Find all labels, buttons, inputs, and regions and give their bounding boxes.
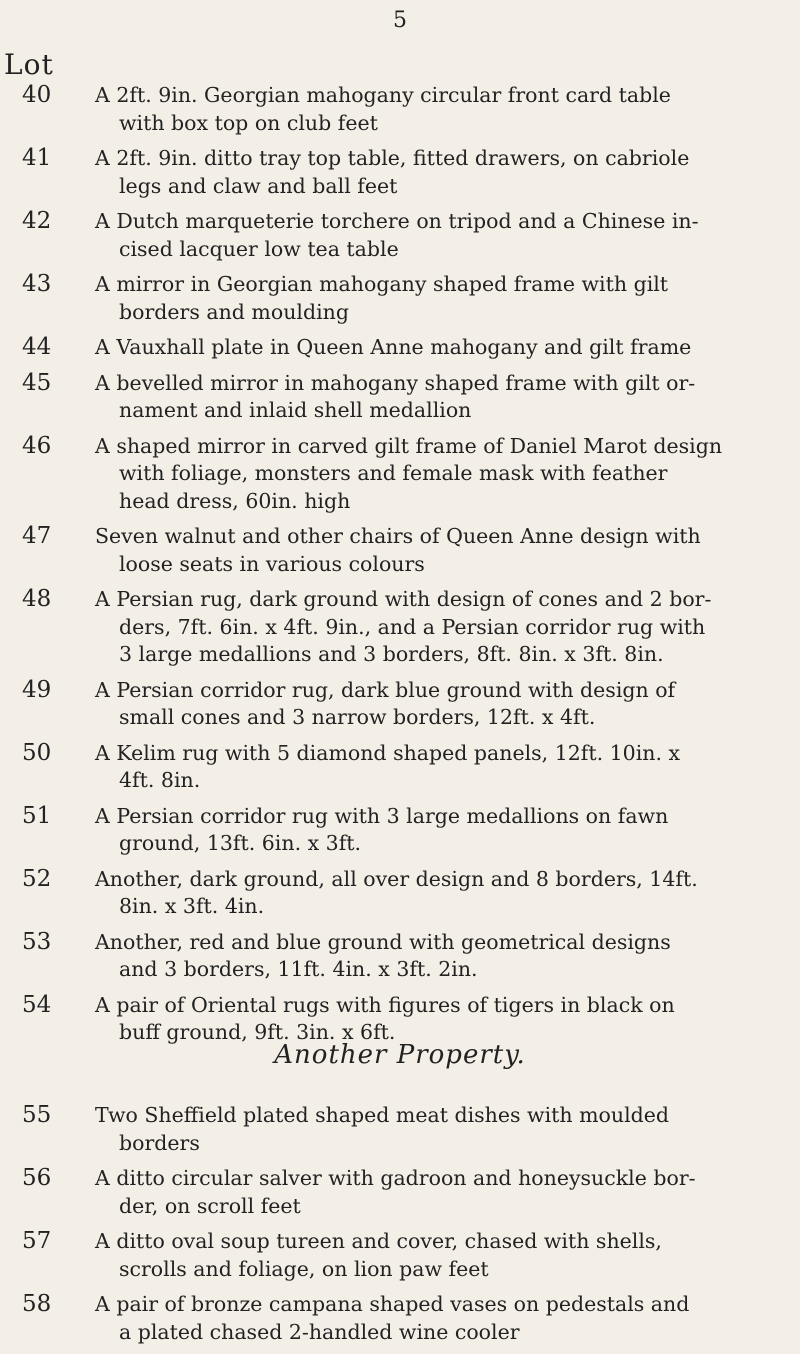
lot-description-line: with box top on club feet [119,110,378,135]
lot-description [95,866,760,921]
lot-description [95,370,760,425]
lot-entry [0,803,800,858]
lot-entry [0,1165,800,1220]
lot-description-line: 3 large medallions and 3 borders, 8ft. 8in. x 3ft. 8in. [119,642,664,666]
lot-description-line: A shaped mirror in carved gilt frame of Daniel Marot design [95,433,723,458]
lot-description-line: A Kelim rug with 5 diamond shaped panels, 12ft. 10in. x [95,740,681,765]
lot-description [95,1165,760,1220]
lot-description [95,82,760,137]
lot-entry [0,992,800,1047]
lot-description [95,992,760,1047]
lot-list [0,82,800,1055]
lot-description [95,334,760,362]
lot-description-line: borders [119,1130,200,1155]
lot-number: 55 [22,1102,52,1128]
lot-entry [0,1228,800,1283]
lot-description-line: Another, dark ground, all over design and 8 borders, 14ft. [95,866,698,891]
lot-column-header: Lot [4,48,54,81]
lot-number: 45 [22,369,52,396]
lot-description-line: A pair of Oriental rugs with figures of tigers in black on [95,992,675,1017]
lot-entry [0,677,800,732]
lot-entry [0,1102,800,1157]
lot-number: 44 [22,334,52,360]
lot-entry [0,433,800,516]
section-title: Another Property. [274,1040,526,1070]
lot-number: 53 [22,928,52,955]
lot-description [95,1291,760,1346]
lot-entry [0,523,800,578]
lot-description-line: 4ft. 8in. [119,768,201,792]
lot-description-line: Seven walnut and other chairs of Queen Anne design with [95,524,701,548]
lot-description-line: and 3 borders, 11ft. 4in. x 3ft. 2in. [119,957,478,981]
lot-entry [0,740,800,795]
lot-description-line: small cones and 3 narrow borders, 12ft. x 4ft. [119,705,596,729]
lot-entry [0,586,800,669]
lot-description [95,586,760,669]
lot-description-line: head dress, 60in. high [119,488,351,513]
lot-description-line: A Vauxhall plate in Queen Anne mahogany and gilt frame [95,335,692,359]
lot-description-line: A Dutch marqueterie torchere on tripod and a Chinese in- [95,209,699,233]
lot-description-line: A Persian corridor rug, dark blue ground with design of [95,677,676,702]
lot-description-line: scrolls and foliage, on lion paw feet [119,1256,489,1281]
lot-description [95,740,760,795]
lot-description [95,1102,760,1157]
lot-list-another-property [0,1102,800,1354]
lot-description [95,433,760,516]
lot-entry [0,271,800,326]
page-number: 5 [393,8,407,33]
lot-description [95,208,760,263]
lot-description [95,929,760,984]
lot-description-line: A ditto circular salver with gadroon and honeysuckle bor- [95,1166,696,1190]
lot-entry [0,866,800,921]
lot-number: 47 [22,523,52,549]
lot-description [95,145,760,200]
lot-description [95,271,760,326]
lot-description-line: A mirror in Georgian mahogany shaped frame with gilt [95,272,669,296]
lot-description-line: buff ground, 9ft. 3in. x 6ft. [119,1020,396,1044]
lot-description-line: loose seats in various colours [119,551,425,576]
lot-description [95,523,760,578]
lot-description-line: A Persian corridor rug with 3 large medallions on fawn [95,803,669,828]
lot-number: 41 [22,145,52,171]
lot-entry [0,370,800,425]
lot-description-line: der, on scroll feet [119,1193,301,1218]
lot-number: 49 [22,676,52,703]
lot-description-line: nament and inlaid shell medallion [119,398,472,422]
lot-description-line: Another, red and blue ground with geometrical designs [95,929,671,954]
lot-description-line: A bevelled mirror in mahogany shaped frame with gilt or- [95,370,696,395]
lot-description-line: A 2ft. 9in. ditto tray top table, fitted drawers, on cabriole [95,146,690,170]
lot-number: 56 [22,1165,52,1191]
lot-entry [0,929,800,984]
lot-description-line: ground, 13ft. 6in. x 3ft. [119,831,362,855]
lot-entry [0,208,800,263]
lot-number: 42 [22,208,52,234]
lot-description-line: 8in. x 3ft. 4in. [119,894,265,918]
lot-number: 48 [22,586,52,612]
lot-number: 54 [22,991,52,1018]
lot-description-line: legs and claw and ball feet [119,173,398,198]
lot-number: 40 [22,82,52,108]
lot-entry [0,334,800,362]
lot-description-line: Two Sheffield plated shaped meat dishes with moulded [95,1103,670,1127]
lot-number: 57 [22,1228,52,1254]
lot-entry [0,82,800,137]
lot-entry [0,145,800,200]
lot-description [95,803,760,858]
lot-description-line: with foliage, monsters and female mask with feather [119,461,668,485]
lot-description-line: cised lacquer low tea table [119,236,399,261]
lot-number: 43 [22,271,52,297]
lot-number: 58 [22,1291,52,1317]
lot-description-line: A 2ft. 9in. Georgian mahogany circular front card table [95,83,671,107]
lot-description [95,677,760,732]
lot-description-line: ders, 7ft. 6in. x 4ft. 9in., and a Persian corridor rug with [119,614,706,639]
lot-description-line: A Persian rug, dark ground with design of cones and 2 bor- [95,587,712,611]
lot-entry [0,1291,800,1346]
lot-description-line: A pair of bronze campana shaped vases on pedestals and [95,1292,690,1316]
lot-number: 46 [22,432,52,459]
lot-number: 50 [22,739,52,766]
lot-description [95,1228,760,1283]
lot-description-line: A ditto oval soup tureen and cover, chased with shells, [95,1229,662,1253]
lot-description-line: a plated chased 2-handled wine cooler [119,1319,520,1344]
lot-number: 52 [22,865,52,892]
lot-description-line: borders and moulding [119,299,349,324]
lot-number: 51 [22,802,52,829]
